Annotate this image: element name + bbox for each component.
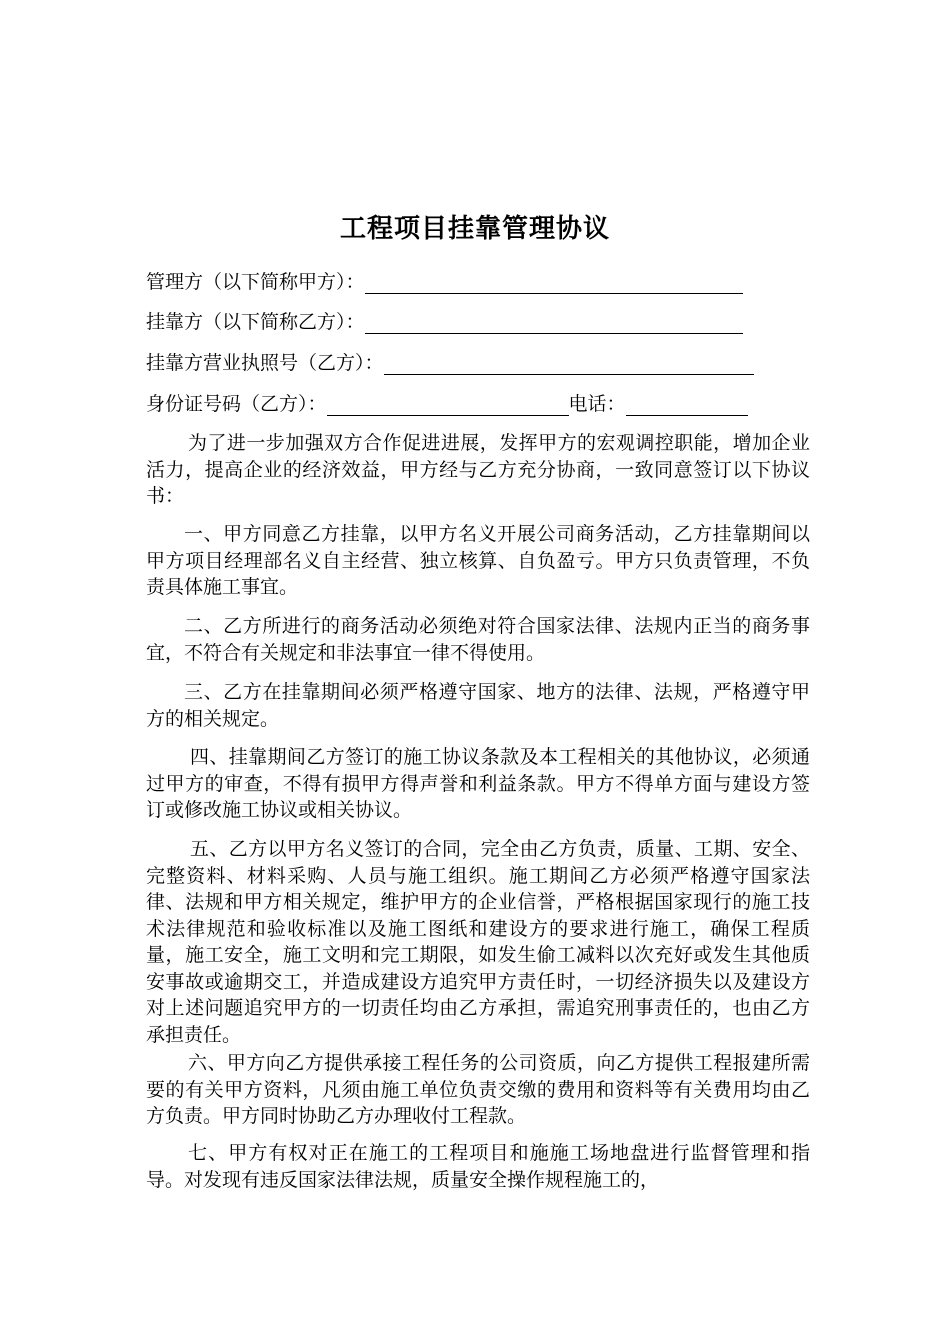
license-label: 挂靠方营业执照号（乙方）： — [146, 352, 384, 374]
license-field — [146, 349, 754, 377]
clause-5: 五、乙方以甲方名义签订的合同，完全由乙方负责，质量、工期、安全、完整资料、材料采购、人员与施工组织。施工期间乙方必须严格遵守国家法律、法规和甲方相关规定，维护甲方的企业信誉，严格根据国家现行的施工技术法律规范和验收标准以及施工图纸和建设方的要求进行施工，确保工程质量，施工安全，施工文明和完工期限，如发生偷工减料以次充好或发生其他质安事故或逾期交工，并造成建设方追究甲方责任时，一切经济损失以及建设方对上述问题追究甲方的一切责任均由乙方承担，需追究刑事责任的，也由乙方承担责任。 — [146, 838, 810, 1046]
affiliate-label: 挂靠方（以下简称乙方）： — [146, 311, 365, 333]
id-blank — [327, 393, 569, 416]
manager-label: 管理方（以下简称甲方）： — [146, 271, 365, 293]
intro-paragraph: 为了进一步加强双方合作促进进展，发挥甲方的宏观调控职能，增加企业活力，提高企业的经济效益，甲方经与乙方充分协商，一致同意签订以下协议书： — [146, 432, 810, 507]
phone-blank — [626, 393, 748, 416]
id-label: 身份证号码（乙方）： — [146, 393, 327, 415]
clause-4: 四、挂靠期间乙方签订的施工协议条款及本工程相关的其他协议，必须通过甲方的审查，不得有损甲方得声誉和利益条款。甲方不得单方面与建设方签订或修改施工协议或相关协议。 — [146, 746, 810, 821]
manager-blank — [365, 271, 743, 294]
clause-1: 一、甲方同意乙方挂靠，以甲方名义开展公司商务活动，乙方挂靠期间以甲方项目经理部名义自主经营、独立核算、自负盈亏。甲方只负责管理，不负责具体施工事宜。 — [146, 523, 810, 598]
clause-2: 二、乙方所进行的商务活动必须绝对符合国家法律、法规内正当的商务事宜，不符合有关规定和非法事宜一律不得使用。 — [146, 615, 810, 664]
clause-3: 三、乙方在挂靠期间必须严格遵守国家、地方的法律、法规，严格遵守甲方的相关规定。 — [146, 681, 810, 730]
clause-6: 六、甲方向乙方提供承接工程任务的公司资质，向乙方提供工程报建所需要的有关甲方资料，凡须由施工单位负责交缴的费用和资料等有关费用均由乙方负责。甲方同时协助乙方办理收付工程款。 — [146, 1052, 810, 1127]
clause-7: 七、甲方有权对正在施工的工程项目和施施工场地盘进行监督管理和指导。对发现有违反国家法律法规，质量安全操作规程施工的， — [146, 1142, 810, 1191]
id-phone-field — [146, 390, 748, 418]
document-title: 工程项目挂靠管理协议 — [339, 214, 610, 244]
manager-field — [146, 268, 743, 296]
license-blank — [384, 352, 754, 375]
affiliate-blank — [365, 311, 743, 334]
affiliate-field — [146, 308, 743, 336]
phone-label: 电话： — [568, 393, 626, 415]
